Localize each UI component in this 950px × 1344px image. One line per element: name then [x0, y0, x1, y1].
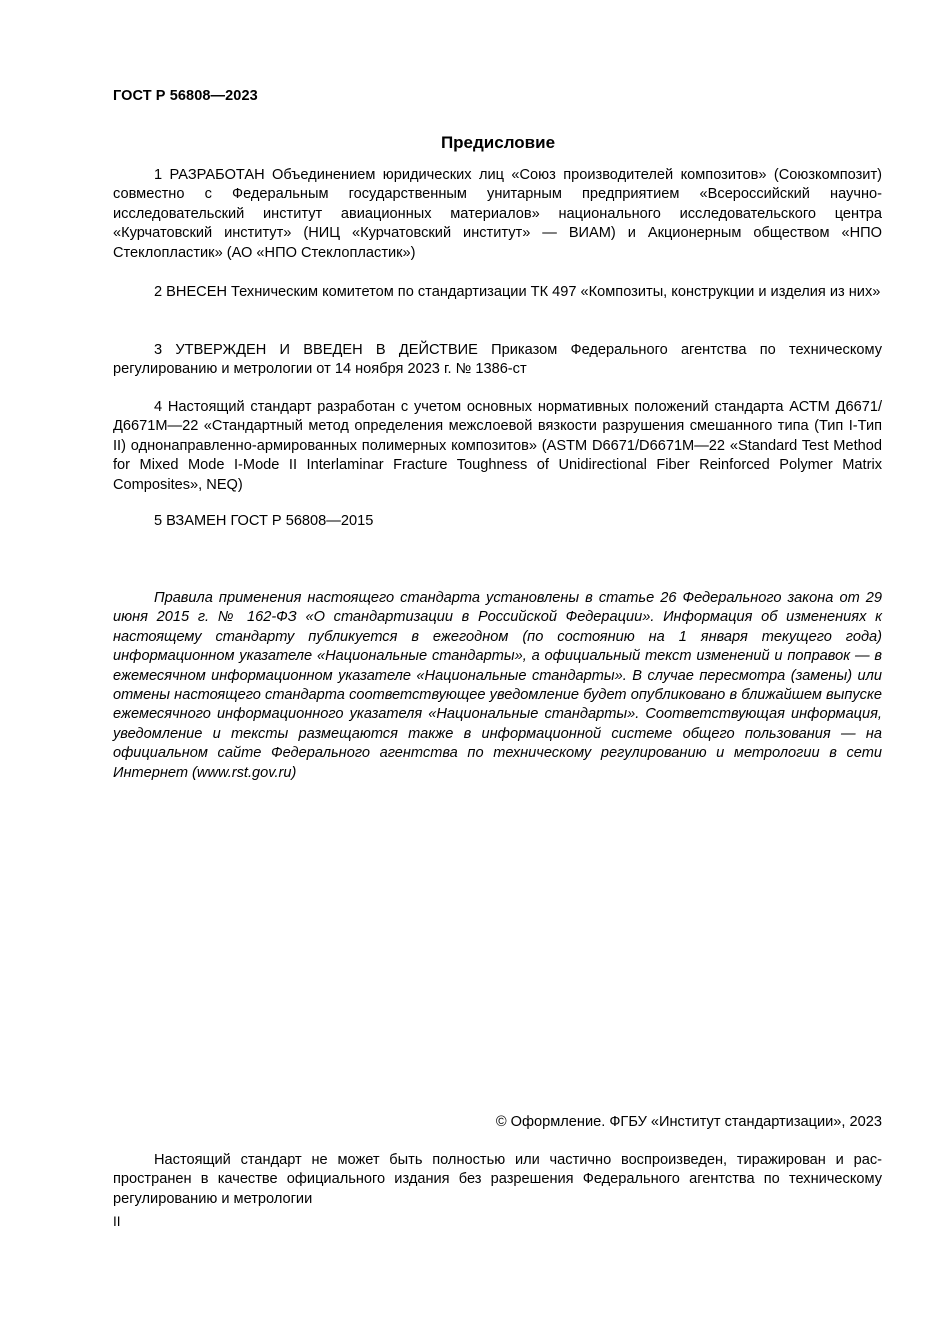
- foreword-item-1: 1 РАЗРАБОТАН Объединением юридических лиц «Союз производителей композитов» (Союзкомпозит) совместно с Федеральным государственным унитарным предприятием «Всероссийский научно-исследовательский институт авиационных материалов» национального исследовательского центра «Курчатовский институт» (НИЦ «Курчатовский институт» — ВИАМ) и Акционерным обществом «НПО Стеклопластик» (АО «НПО Стеклопластик»): [113, 167, 882, 261]
- foreword-item-4: 4 Настоящий стандарт разработан с учетом основных нормативных положений стандарта АСТМ Д6671/Д6671М—22 «Стандартный метод определения межслоевой вязкости разрушения смешанного типа (Тип I-Тип II) однонаправленно-армированных полимерных композитов» (ASTM D6671/D6671M—22 «Standard Test Method for Mixed Mode I-Mode II Interlaminar Fracture Toughness of Unidirectional Fiber Reinforced Polymer Matrix Composites», NEQ): [113, 399, 882, 493]
- copyright-notice: © Оформление. ФГБУ «Институт стандартизации», 2023: [495, 1114, 882, 1130]
- application-note: Правила применения настоящего стандарта установлены в статье 26 Федерального закона от 29 июня 2015 г. № 162-ФЗ «О стандартизации в Российской Федерации». Информация об изменениях к настоящему стандарту публикуется в ежегодном (по состоянию на 1 января текущего года) информационном указателе «Национальные стандарты», а официальный текст изменений и поправок — в ежемесячном информационном указателе «Национальные стандарты». В случае пересмотра (замены) или отмены настоящего стандарта соответствующее уведомление будет опубликовано в ближайшем выпуске ежемесячного информационного указателя «Национальные стандарты». Соответствующая информация, уведомление и тексты размещаются также в информационной системе общего пользования — на официальном сайте Федерального агентства по техническому регулированию и метрологии в сети Интернет (www.rst.gov.ru): [113, 590, 882, 781]
- foreword-item-3: 3 УТВЕРЖДЕН И ВВЕДЕН В ДЕЙСТВИЕ Приказом Федерального агентства по техническому регулированию и метрологии от 14 ноября 2023 г. № 1386-ст: [113, 342, 882, 378]
- reproduction-notice: Настоящий стандарт не может быть полностью или частично воспроизведен, тиражирован и распространен в качестве официального издания без разрешения Федерального агентства по техническому регулированию и метрологии: [113, 1152, 882, 1207]
- standard-code-header: ГОСТ Р 56808—2023: [113, 88, 258, 104]
- foreword-title: Предисловие: [440, 133, 556, 152]
- foreword-item-2: 2 ВНЕСЕН Техническим комитетом по стандартизации ТК 497 «Композиты, конструкции и изделия из них»: [154, 284, 881, 300]
- page-number: II: [113, 1214, 121, 1229]
- foreword-item-5: 5 ВЗАМЕН ГОСТ Р 56808—2015: [154, 513, 374, 529]
